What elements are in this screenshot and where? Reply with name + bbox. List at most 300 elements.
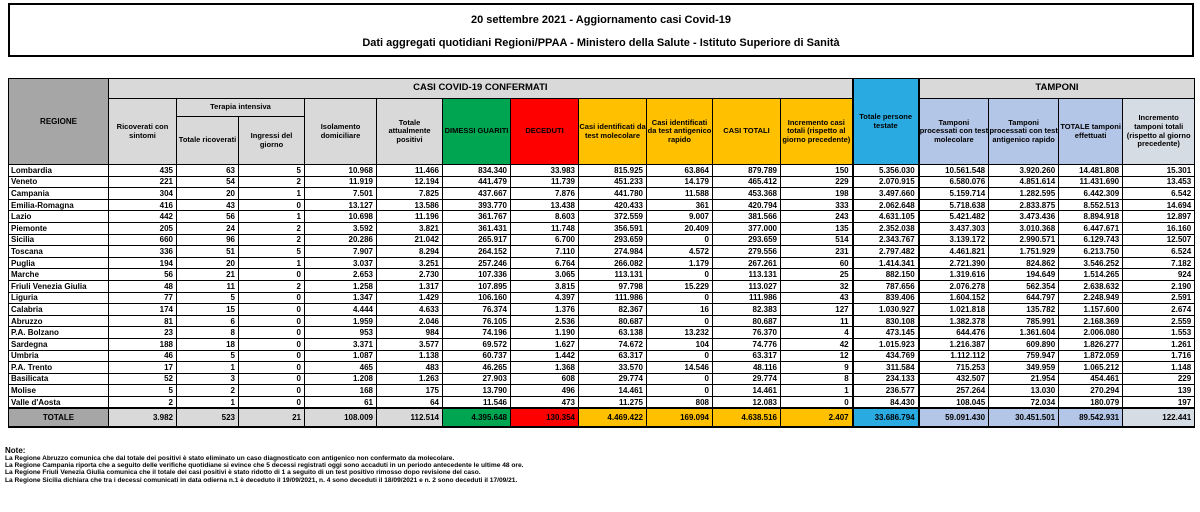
cell-value: 11.739 <box>511 176 579 188</box>
cell-value: 1.627 <box>511 338 579 350</box>
cell-value: 514 <box>781 234 853 246</box>
cell-value: 1.065.212 <box>1059 362 1123 374</box>
cell-value: 608 <box>511 373 579 385</box>
table-row <box>9 396 1195 408</box>
cell-regione: Basilicata <box>9 373 109 385</box>
cell-value: 1.716 <box>1123 350 1195 362</box>
cell-value: 8.603 <box>511 211 579 223</box>
cell-value: 361.767 <box>443 211 511 223</box>
cell-value: 5 <box>109 385 177 397</box>
notes-section <box>5 446 524 484</box>
cell-value: 4.638.516 <box>713 408 781 427</box>
cell-value: 4.469.422 <box>579 408 647 427</box>
cell-value: 243 <box>781 211 853 223</box>
cell-value: 74.196 <box>443 327 511 339</box>
cell-value: 1.087 <box>305 350 377 362</box>
cell-value: 13.232 <box>647 327 713 339</box>
cell-value: 1.751.929 <box>989 246 1059 258</box>
cell-value: 11.431.690 <box>1059 176 1123 188</box>
cell-value: 23 <box>109 327 177 339</box>
cell-value: 257.264 <box>919 385 989 397</box>
cell-value: 21 <box>177 269 239 281</box>
cell-value: 113.131 <box>579 269 647 281</box>
cell-value: 20.409 <box>647 222 713 234</box>
cell-value: 63.317 <box>579 350 647 362</box>
cell-value: 76.374 <box>443 304 511 316</box>
cell-value: 4.395.648 <box>443 408 511 427</box>
cell-value: 3.037 <box>305 257 377 269</box>
cell-value: 234.133 <box>853 373 919 385</box>
cell-value: 7.825 <box>377 188 443 200</box>
cell-value: 3.592 <box>305 222 377 234</box>
cell-value: 27.903 <box>443 373 511 385</box>
cell-value: 169.094 <box>647 408 713 427</box>
cell-value: 32 <box>781 280 853 292</box>
cell-value: 97.798 <box>579 280 647 292</box>
cell-regione: Veneto <box>9 176 109 188</box>
cell-value: 1 <box>239 188 305 200</box>
table-row <box>9 246 1195 258</box>
cell-value: 80.687 <box>579 315 647 327</box>
cell-value: 3.437.303 <box>919 222 989 234</box>
note-line: La Regione Abruzzo comunica che dal totale dei positivi è stato eliminato un caso diagnosticato con antigenico non confermato da molecolare. <box>5 455 455 462</box>
cell-value: 0 <box>647 269 713 281</box>
cell-value: 0 <box>239 269 305 281</box>
col-header-tamponi-molecolare: Tamponi processati con test molecolare <box>919 99 989 165</box>
cell-value: 264.152 <box>443 246 511 258</box>
cell-value: 1.376 <box>511 304 579 316</box>
cell-value: 0 <box>647 373 713 385</box>
cell-value: 13.586 <box>377 199 443 211</box>
cell-value: 82.383 <box>713 304 781 316</box>
cell-value: 236.577 <box>853 385 919 397</box>
cell-value: 108.009 <box>305 408 377 427</box>
cell-value: 20 <box>177 188 239 200</box>
col-header-tamponi-totale: TOTALE tamponi effettuati <box>1059 99 1123 165</box>
cell-value: 168 <box>305 385 377 397</box>
cell-value: 12.083 <box>713 396 781 408</box>
table-header <box>9 79 1195 165</box>
cell-value: 2.797.482 <box>853 246 919 258</box>
cell-value: 4.572 <box>647 246 713 258</box>
cell-value: 293.659 <box>713 234 781 246</box>
cell-value: 13.127 <box>305 199 377 211</box>
cell-value: 82.367 <box>579 304 647 316</box>
cell-value: 1.872.059 <box>1059 350 1123 362</box>
cell-value: 356.591 <box>579 222 647 234</box>
cell-regione: Toscana <box>9 246 109 258</box>
cell-value: 5 <box>239 165 305 177</box>
cell-value: 4.851.614 <box>989 176 1059 188</box>
cell-value: 609.890 <box>989 338 1059 350</box>
cell-value: 15 <box>177 304 239 316</box>
cell-value: 1.442 <box>511 350 579 362</box>
cell-value: 135 <box>781 222 853 234</box>
cell-value: 441.479 <box>443 176 511 188</box>
cell-value: 107.336 <box>443 269 511 281</box>
cell-value: 63.317 <box>713 350 781 362</box>
cell-regione: Campania <box>9 188 109 200</box>
cell-value: 14.546 <box>647 362 713 374</box>
cell-value: 12 <box>781 350 853 362</box>
cell-value: 11.275 <box>579 396 647 408</box>
cell-value: 9 <box>781 362 853 374</box>
cell-value: 644.476 <box>919 327 989 339</box>
cell-value: 834.340 <box>443 165 511 177</box>
cell-value: 8.894.918 <box>1059 211 1123 223</box>
cell-value: 4.633 <box>377 304 443 316</box>
cell-value: 7.182 <box>1123 257 1195 269</box>
cell-value: 759.947 <box>989 350 1059 362</box>
cell-value: 416 <box>109 199 177 211</box>
cell-value: 787.656 <box>853 280 919 292</box>
cell-value: 377.000 <box>713 222 781 234</box>
cell-value: 63.138 <box>579 327 647 339</box>
group-header-terapia-intensiva: Terapia intensiva <box>177 99 305 117</box>
cell-value: 6.524 <box>1123 246 1195 258</box>
cell-value: 33.570 <box>579 362 647 374</box>
cell-value: 63.864 <box>647 165 713 177</box>
cell-value: 10.968 <box>305 165 377 177</box>
cell-value: 14.461 <box>713 385 781 397</box>
cell-value: 2.721.390 <box>919 257 989 269</box>
cell-regione: Sardegna <box>9 338 109 350</box>
cell-regione: Molise <box>9 385 109 397</box>
cell-value: 4.444 <box>305 304 377 316</box>
cell-value: 1.261 <box>1123 338 1195 350</box>
cell-value: 2.070.915 <box>853 176 919 188</box>
cell-value: 20 <box>177 257 239 269</box>
cell-value: 1.263 <box>377 373 443 385</box>
cell-value: 11.546 <box>443 396 511 408</box>
title-box <box>8 3 1194 57</box>
cell-value: 9.007 <box>647 211 713 223</box>
notes-heading: Note: <box>5 446 26 455</box>
cell-value: 924 <box>1123 269 1195 281</box>
table-row <box>9 315 1195 327</box>
cell-value: 1.258 <box>305 280 377 292</box>
cell-value: 15.229 <box>647 280 713 292</box>
cell-value: 54 <box>177 176 239 188</box>
cell-value: 16 <box>647 304 713 316</box>
cell-value: 84.430 <box>853 396 919 408</box>
cell-value: 7.501 <box>305 188 377 200</box>
cell-value: 56 <box>109 269 177 281</box>
table-row <box>9 385 1195 397</box>
cell-value: 2.076.278 <box>919 280 989 292</box>
cell-value: 2.046 <box>377 315 443 327</box>
col-header-ti-totale: Totale ricoverati <box>177 117 239 165</box>
cell-value: 81 <box>109 315 177 327</box>
cell-value: 7.876 <box>511 188 579 200</box>
cell-value: 130.354 <box>511 408 579 427</box>
cell-regione: Umbria <box>9 350 109 362</box>
col-header-casi-totali: CASI TOTALI <box>713 99 781 165</box>
cell-value: 29.774 <box>713 373 781 385</box>
cell-value: 69.572 <box>443 338 511 350</box>
cell-value: 2.674 <box>1123 304 1195 316</box>
cell-value: 660 <box>109 234 177 246</box>
cell-value: 12.897 <box>1123 211 1195 223</box>
cell-value: 496 <box>511 385 579 397</box>
cell-value: 12.194 <box>377 176 443 188</box>
cell-value: 197 <box>1123 396 1195 408</box>
cell-value: 1 <box>781 385 853 397</box>
cell-value: 1.208 <box>305 373 377 385</box>
cell-value: 0 <box>239 199 305 211</box>
cell-value: 830.108 <box>853 315 919 327</box>
cell-value: 175 <box>377 385 443 397</box>
cell-value: 20.286 <box>305 234 377 246</box>
cell-value: 5 <box>239 246 305 258</box>
cell-value: 1.604.152 <box>919 292 989 304</box>
cell-value: 21 <box>239 408 305 427</box>
cell-value: 1.190 <box>511 327 579 339</box>
cell-value: 882.150 <box>853 269 919 281</box>
cell-value: 451.233 <box>579 176 647 188</box>
cell-value: 11.919 <box>305 176 377 188</box>
col-header-ti-ingressi: Ingressi del giorno <box>239 117 305 165</box>
cell-value: 0 <box>647 350 713 362</box>
cell-value: 108.045 <box>919 396 989 408</box>
cell-value: 465 <box>305 362 377 374</box>
cell-value: 0 <box>239 338 305 350</box>
cell-value: 2 <box>239 280 305 292</box>
group-header-tamponi: TAMPONI <box>919 79 1195 99</box>
cell-value: 361 <box>647 199 713 211</box>
cell-value: 72.034 <box>989 396 1059 408</box>
cell-value: 5 <box>177 350 239 362</box>
cell-value: 0 <box>239 292 305 304</box>
cell-value: 304 <box>109 188 177 200</box>
cell-value: 808 <box>647 396 713 408</box>
cell-value: 420.433 <box>579 199 647 211</box>
cell-value: 483 <box>377 362 443 374</box>
cell-value: 381.566 <box>713 211 781 223</box>
cell-value: 0 <box>647 385 713 397</box>
cell-value: 194.649 <box>989 269 1059 281</box>
cell-value: 361.431 <box>443 222 511 234</box>
cell-value: 76.105 <box>443 315 511 327</box>
cell-value: 13.030 <box>989 385 1059 397</box>
cell-value: 3.821 <box>377 222 443 234</box>
cell-value: 3.139.172 <box>919 234 989 246</box>
cell-value: 2.407 <box>781 408 853 427</box>
table-row <box>9 362 1195 374</box>
cell-regione: Sicilia <box>9 234 109 246</box>
cell-value: 0 <box>239 350 305 362</box>
cell-value: 0 <box>647 292 713 304</box>
cell-value: 2 <box>109 396 177 408</box>
title-date-line: 20 settembre 2021 - Aggiornamento casi Covid-19 <box>470 14 731 26</box>
cell-value: 984 <box>377 327 443 339</box>
cell-value: 311.584 <box>853 362 919 374</box>
cell-value: 270.294 <box>1059 385 1123 397</box>
cell-value: 1.347 <box>305 292 377 304</box>
cell-value: 60.737 <box>443 350 511 362</box>
cell-value: 3.473.436 <box>989 211 1059 223</box>
cell-value: 46.265 <box>443 362 511 374</box>
cell-value: 1.282.595 <box>989 188 1059 200</box>
table-row <box>9 234 1195 246</box>
cell-value: 14.461 <box>579 385 647 397</box>
cell-value: 13.453 <box>1123 176 1195 188</box>
cell-value: 293.659 <box>579 234 647 246</box>
cell-value: 454.461 <box>1059 373 1123 385</box>
cell-value: 5 <box>177 292 239 304</box>
cell-value: 3.371 <box>305 338 377 350</box>
cell-value: 0 <box>239 362 305 374</box>
totale-row <box>9 408 1195 427</box>
cell-value: 112.514 <box>377 408 443 427</box>
col-header-ricoverati: Ricoverati con sintomi <box>109 99 177 165</box>
cell-value: 111.986 <box>579 292 647 304</box>
col-header-dimessi-guariti: DIMESSI GUARITI <box>443 99 511 165</box>
cell-regione: Calabria <box>9 304 109 316</box>
cell-value: 0 <box>239 373 305 385</box>
cell-value: 6.442.309 <box>1059 188 1123 200</box>
cell-value: 3.497.660 <box>853 188 919 200</box>
cell-value: 76.370 <box>713 327 781 339</box>
cell-value: 80.687 <box>713 315 781 327</box>
cell-value: 77 <box>109 292 177 304</box>
cell-value: 21.042 <box>377 234 443 246</box>
cell-value: 43 <box>177 199 239 211</box>
cell-value: 1.382.378 <box>919 315 989 327</box>
cell-value: 0 <box>647 234 713 246</box>
cell-value: 113.131 <box>713 269 781 281</box>
cell-value: 60 <box>781 257 853 269</box>
cell-value: 2.006.080 <box>1059 327 1123 339</box>
cell-value: 1.138 <box>377 350 443 362</box>
cell-value: 5.421.482 <box>919 211 989 223</box>
cell-value: 6.447.671 <box>1059 222 1123 234</box>
cell-value: 0 <box>239 396 305 408</box>
table-row <box>9 304 1195 316</box>
cell-value: 4.461.821 <box>919 246 989 258</box>
table-row <box>9 176 1195 188</box>
cell-value: 953 <box>305 327 377 339</box>
cell-value: 21.954 <box>989 373 1059 385</box>
cell-value: 0 <box>781 396 853 408</box>
col-header-deceduti: DECEDUTI <box>511 99 579 165</box>
cell-value: 333 <box>781 199 853 211</box>
title-source-line: Dati aggregati quotidiani Regioni/PPAA - Ministero della Salute - Istituto Superiore di Sanità <box>362 37 840 49</box>
cell-value: 3.920.260 <box>989 165 1059 177</box>
cell-value: 3.982 <box>109 408 177 427</box>
cell-value: 0 <box>239 385 305 397</box>
cell-value: 14.481.808 <box>1059 165 1123 177</box>
cell-value: 6.700 <box>511 234 579 246</box>
cell-value: 229 <box>781 176 853 188</box>
cell-value: 46 <box>109 350 177 362</box>
col-header-tamponi-antigenico: Tamponi processati con test antigenico rapido <box>989 99 1059 165</box>
cell-value: 11.588 <box>647 188 713 200</box>
cell-value: 18 <box>177 338 239 350</box>
cell-regione: TOTALE <box>9 408 109 427</box>
cell-regione: Puglia <box>9 257 109 269</box>
cell-value: 2 <box>177 385 239 397</box>
cell-value: 372.559 <box>579 211 647 223</box>
cell-value: 29.774 <box>579 373 647 385</box>
cell-value: 1.319.616 <box>919 269 989 281</box>
cell-value: 113.027 <box>713 280 781 292</box>
cell-value: 453.368 <box>713 188 781 200</box>
cell-value: 1 <box>177 362 239 374</box>
cell-value: 1.179 <box>647 257 713 269</box>
cell-value: 96 <box>177 234 239 246</box>
cell-value: 2.062.648 <box>853 199 919 211</box>
cell-value: 11.466 <box>377 165 443 177</box>
cell-value: 1.317 <box>377 280 443 292</box>
cell-value: 442 <box>109 211 177 223</box>
cell-regione: Abruzzo <box>9 315 109 327</box>
cell-value: 1.148 <box>1123 362 1195 374</box>
cell-value: 644.797 <box>989 292 1059 304</box>
cell-value: 229 <box>1123 373 1195 385</box>
cell-value: 52 <box>109 373 177 385</box>
cell-value: 10.561.548 <box>919 165 989 177</box>
cell-value: 14.179 <box>647 176 713 188</box>
cell-value: 30.451.501 <box>989 408 1059 427</box>
cell-value: 2.248.949 <box>1059 292 1123 304</box>
cell-value: 3.546.252 <box>1059 257 1123 269</box>
cell-regione: Lombardia <box>9 165 109 177</box>
cell-value: 7.110 <box>511 246 579 258</box>
cell-value: 2.638.632 <box>1059 280 1123 292</box>
cell-value: 194 <box>109 257 177 269</box>
table-body <box>9 165 1195 428</box>
cell-value: 188 <box>109 338 177 350</box>
cell-value: 106.160 <box>443 292 511 304</box>
cell-value: 1.030.927 <box>853 304 919 316</box>
col-header-attualmente-positivi: Totale attualmente positivi <box>377 99 443 165</box>
cell-value: 523 <box>177 408 239 427</box>
cell-value: 2.591 <box>1123 292 1195 304</box>
cell-value: 174 <box>109 304 177 316</box>
cell-value: 1.361.604 <box>989 327 1059 339</box>
cell-value: 6.764 <box>511 257 579 269</box>
cell-regione: Friuli Venezia Giulia <box>9 280 109 292</box>
cell-value: 432.507 <box>919 373 989 385</box>
cell-value: 135.782 <box>989 304 1059 316</box>
cell-value: 0 <box>647 315 713 327</box>
cell-value: 1 <box>239 211 305 223</box>
cell-value: 139 <box>1123 385 1195 397</box>
cell-value: 2.190 <box>1123 280 1195 292</box>
cell-value: 3.815 <box>511 280 579 292</box>
cell-value: 434.769 <box>853 350 919 362</box>
cell-regione: Lazio <box>9 211 109 223</box>
cell-value: 17 <box>109 362 177 374</box>
cell-value: 1.514.265 <box>1059 269 1123 281</box>
cell-value: 393.770 <box>443 199 511 211</box>
cell-value: 2 <box>239 176 305 188</box>
cell-value: 7.907 <box>305 246 377 258</box>
cell-value: 715.253 <box>919 362 989 374</box>
table-row <box>9 188 1195 200</box>
cell-regione: Marche <box>9 269 109 281</box>
cell-value: 2.352.038 <box>853 222 919 234</box>
cell-value: 61 <box>305 396 377 408</box>
cell-value: 257.246 <box>443 257 511 269</box>
cell-value: 274.984 <box>579 246 647 258</box>
cell-value: 63 <box>177 165 239 177</box>
cell-value: 2 <box>239 234 305 246</box>
cell-value: 16.160 <box>1123 222 1195 234</box>
cell-value: 1.414.341 <box>853 257 919 269</box>
cell-value: 1.015.923 <box>853 338 919 350</box>
